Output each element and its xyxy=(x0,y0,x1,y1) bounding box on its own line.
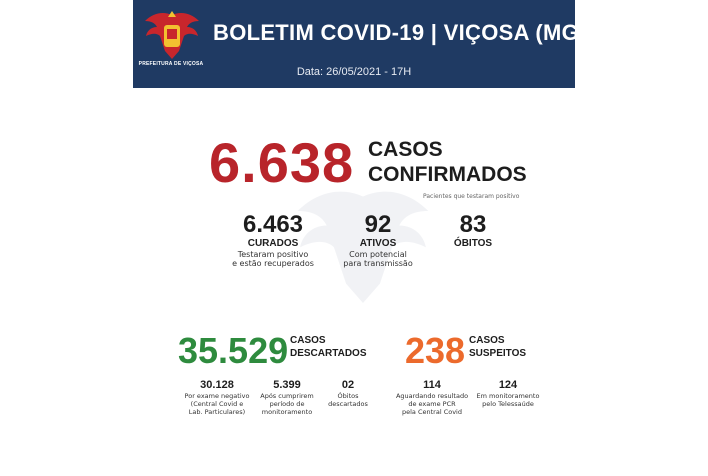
detail-value: 02 xyxy=(341,379,355,391)
detail-desc-line3: pela Central Covid xyxy=(401,408,462,416)
detail-desc-line2: (Central Covid e xyxy=(190,400,244,408)
discarded-cases-value: 35.529 xyxy=(178,330,289,371)
detail-desc-line1: Aguardando resultado xyxy=(395,392,469,400)
deaths-value: 83 xyxy=(459,211,487,238)
confirmed-cases-label xyxy=(368,137,527,187)
cured-desc-line1: Testaram positivo xyxy=(237,250,309,259)
detail-desc-line3: Lab. Particulares) xyxy=(188,408,246,416)
discarded-cases-label xyxy=(290,334,366,360)
confirmed-cases-value: 6.638 xyxy=(209,131,355,194)
bulletin-card xyxy=(133,0,587,476)
active-desc-line2: para transmissão xyxy=(343,259,413,268)
cured-desc-line2: e estão recuperados xyxy=(232,259,314,268)
suspect-label-line1: CASOS xyxy=(469,335,505,346)
cured-label: CURADOS xyxy=(247,238,299,249)
active-label: ATIVOS xyxy=(359,238,397,249)
detail-awaiting-pcr xyxy=(391,379,473,416)
detail-value: 114 xyxy=(423,379,441,391)
report-date: Data: 26/05/2021 - 17H xyxy=(296,66,412,78)
stat-active xyxy=(333,212,423,268)
detail-desc-line2: pelo Telessaúde xyxy=(482,400,534,408)
discarded-label-line2: DESCARTADOS xyxy=(290,348,367,359)
deaths-label: ÓBITOS xyxy=(453,238,493,249)
discarded-label-line1: CASOS xyxy=(290,335,326,346)
detail-telehealth-monitoring xyxy=(473,379,543,408)
suspect-cases-value: 238 xyxy=(405,330,466,371)
detail-desc-line2: período de xyxy=(269,400,305,408)
confirmed-note: Pacientes que testaram positivo xyxy=(423,193,520,200)
header-banner xyxy=(133,0,587,88)
cured-value: 6.463 xyxy=(242,211,304,238)
detail-desc-line3: monitoramento xyxy=(261,408,313,416)
confirmed-label-line2: CONFIRMADOS xyxy=(368,163,527,186)
active-desc-line1: Com potencial xyxy=(349,250,407,259)
stat-deaths xyxy=(443,212,503,250)
detail-desc-line1: Por exame negativo xyxy=(184,392,250,400)
detail-monitoring-done xyxy=(250,379,324,416)
detail-desc-line2: descartados xyxy=(328,400,368,408)
detail-desc-line2: de exame PCR xyxy=(408,400,456,408)
suspect-label-line2: SUSPEITOS xyxy=(469,348,527,359)
detail-desc-line1: Óbitos xyxy=(337,392,359,400)
page-title: BOLETIM COVID-19 | VIÇOSA (MG) xyxy=(213,20,587,45)
detail-value: 30.128 xyxy=(200,379,234,391)
detail-deaths-discarded xyxy=(318,379,378,408)
detail-desc-line1: Após cumprirem xyxy=(260,392,314,400)
suspect-cases-label xyxy=(469,334,526,360)
detail-negative-exam xyxy=(177,379,257,416)
confirmed-label-line1: CASOS xyxy=(368,138,443,161)
detail-value: 124 xyxy=(498,379,518,391)
logo-caption: PREFEITURA DE VIÇOSA xyxy=(138,61,204,67)
stat-cured xyxy=(218,212,328,268)
detail-desc-line1: Em monitoramento xyxy=(476,392,540,400)
active-value: 92 xyxy=(364,211,392,238)
detail-value: 5.399 xyxy=(273,379,301,391)
